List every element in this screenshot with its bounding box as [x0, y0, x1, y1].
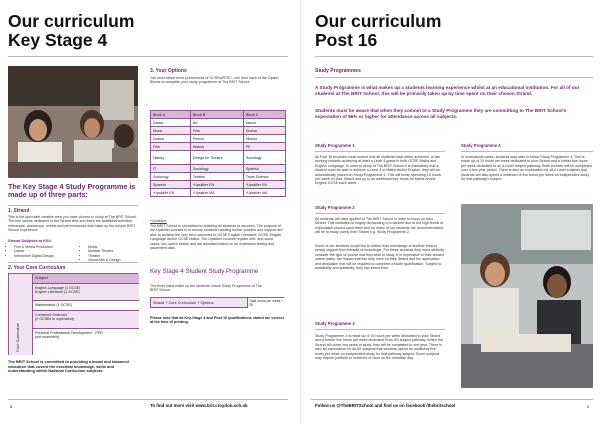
core-side — [9, 274, 33, 355]
table-cell: Art — [190, 119, 243, 127]
page-number: 8 — [10, 404, 13, 409]
title-line-1: Our curriculum — [8, 11, 135, 31]
table-cell: *Upskiller EN — [151, 189, 191, 197]
table-cell: Music — [151, 127, 191, 135]
strand-list-2 — [88, 245, 142, 263]
table-cell: French — [190, 135, 243, 143]
divider — [315, 77, 593, 78]
section-heading: Study Programmes — [315, 68, 361, 74]
table-cell: History — [190, 143, 243, 151]
list-item: • Visual Arts & Design — [88, 258, 142, 262]
divider — [461, 151, 593, 152]
divider — [8, 205, 138, 206]
list-item: • Interactive Digital Design — [14, 254, 76, 258]
divider — [8, 56, 288, 57]
strand-list-1 — [14, 245, 76, 258]
attendance-text: Students must be aware that when they commit to a Study Programme they are committing to The BRIT School's expectation of 96% or higher for attendance across all subjects. — [315, 108, 567, 119]
table-cell: *Upskiller EN — [190, 181, 243, 189]
strand-text: This is the specialist creative area you have chosen to study at The BRIT School. The four weeks dedicated to the Strand time and there are additional activities, rehearsals, workshops, events and performances that make up the unique BRIT School experience. — [8, 215, 137, 233]
options-table — [150, 110, 286, 197]
table-header-cell: Block A — [151, 111, 191, 119]
table-cell: Textiles — [190, 173, 243, 181]
classroom-photo — [461, 204, 593, 388]
table-cell: History — [151, 151, 191, 165]
table-cell: IT — [151, 165, 191, 173]
title-line-2: Post 16 — [315, 30, 378, 50]
table-row: Mathematics (1 GCSE) — [33, 300, 139, 310]
table-cell: Spanish — [243, 165, 285, 173]
divider — [315, 56, 593, 57]
right-page — [300, 0, 600, 424]
table-cell: *Upskiller EN — [243, 181, 285, 189]
table-cell: History — [243, 135, 285, 143]
title-line-2: Key Stage 4 — [8, 30, 108, 50]
core-heading: 2. Your Core Curriculum — [8, 265, 66, 271]
table-cell: Drama — [243, 127, 285, 135]
sp3-heading: Study Programme 3 — [315, 321, 355, 326]
options-heading: 3. Your Options — [150, 68, 187, 74]
table-row — [151, 181, 286, 189]
table-cell: PE — [243, 143, 285, 151]
title-line-1: Our curriculum — [315, 11, 442, 31]
page-title — [315, 12, 441, 50]
table-cell: *Upskiller MA — [190, 189, 243, 197]
sp3-text: Study Programme 3 is made up of 15 hours per week dedicated to your Strand and a further five hours per week dedicated to an AS subject pathway. Whilst the Strand will cover two years of study, they will be completed in one year. There is also an expectation for all AS subjects that students spend an additional five hours per week on independent study for that pathway subject. Some subjects may require portfolio or evidence of work on the induction day. — [315, 334, 443, 361]
table-cell: Sociology — [151, 173, 191, 181]
table-cell: *Upskiller MA — [243, 189, 285, 197]
table-cell: Spanish — [151, 181, 191, 189]
divider — [315, 329, 445, 330]
formula-box — [150, 297, 284, 308]
divider — [8, 262, 138, 263]
table-cell: Film — [190, 127, 243, 135]
page-number: 9 — [587, 404, 590, 409]
intro-text: A Study Programme is what makes up a students learning experience whilst at an educational institution. For all of our students at The BRIT School, this will be primarily taken up by time spent on their chosen Strand. — [315, 85, 580, 96]
table-cell: Triple Science — [243, 173, 285, 181]
list-item: • Theatre — [88, 254, 142, 258]
list-item: • Dance — [14, 249, 76, 253]
table-cell: Sociology — [190, 165, 243, 173]
sp2-heading: Study Programme 2 — [315, 205, 355, 210]
table-cell: Design for Theatre — [190, 151, 243, 165]
divider — [315, 151, 445, 152]
options-text: You must select three preferences of GCSEs/BTEC, one from each of the Option Blocks to complete your study programme at The BRIT School. — [150, 76, 279, 85]
divider — [311, 399, 593, 400]
upskiller-heading: *Upskiller — [150, 218, 167, 223]
table-row: English Language (1 GCSE) English Literature (1 GCSE) — [33, 283, 139, 300]
students-photo — [8, 66, 138, 178]
table-row — [151, 119, 286, 127]
social-footer[interactable]: Follow us @TheBRITSchool and find us on facebook /thebritschool — [315, 403, 456, 408]
formula-text: Strand + Core Curriculum + Options — [153, 301, 214, 305]
sp2-text-2: Some of our students would like to further their knowledge of another area or simply support their breadth of knowledge. For these students they must carefully consider the type of course that they wish to study. It is imperative to their chosen career paths, the impact that this may have on their Strand and the application and dedication that will be required to complete a fourth qualification. Subject to availability and suitability, they can select from: — [315, 244, 445, 271]
core-curriculum-table — [8, 273, 138, 355]
ks4-heading: Key Stage 4 Student Study Programme — [150, 268, 259, 275]
table-row — [151, 189, 286, 197]
core-side-label: Core Curriculum — [15, 322, 20, 352]
table-cell: Dance — [151, 119, 191, 127]
ks4-text: The three parts make up the students' whole Study Programme at The BRIT School. — [150, 284, 262, 293]
table-header-row — [151, 111, 286, 119]
table-header-cell: Block C — [243, 111, 285, 119]
list-item: • Music — [88, 245, 142, 249]
sp4-heading: Study Programme 4 — [461, 143, 501, 148]
upskiller-text: The BRIT School is committed to enabling all students to succeed. The purpose of the Upskiller courses is to ensure students needing further practice and support are able to achieve the very best outcomes in GCSE English Literature, GCSE English Language and/or GCSE Maths. The Upskiller courses replace one, and some cases, two option blocks and are allocated based on an evaluation testing and placement data. — [150, 224, 283, 251]
table-cell: Sociology — [243, 151, 285, 165]
table-row: Combined Sciences (2 GCSEs or equivalent) — [33, 310, 139, 328]
page-title — [8, 12, 134, 50]
divider — [8, 399, 288, 400]
table-header-cell: Block B — [190, 111, 243, 119]
strands-heading: Strand Subjects at KS4 — [8, 238, 51, 243]
table-row — [151, 135, 286, 143]
table-row — [151, 127, 286, 135]
table-cell: Dance — [243, 119, 285, 127]
intro-heading: The Key Stage 4 Study Programme is made up of three parts: — [8, 182, 136, 200]
sp2-text: All students will have applied to The BRIT School in order to focus on their Strand. This institution is hugely demanding of a student due to the high levels of expectation placed upon them and for many of our students the recommendation will be to study purely their Strand e.g. Study Programme 2. — [315, 217, 444, 235]
sp4-text: In exceptional cases, students may wish to follow Study Programme 4. This is made up of 15 hours per week dedicated to your Strand and a further five hours per week dedicated to an A Level subject pathway. Both courses will be completed over a two year period. There is also an expectation for all A Level subjects that students will also spend a minimum of five hours per week on independent study for that pathway's subject. — [461, 155, 592, 182]
hours-text: Total hours per week = 25 — [249, 299, 284, 307]
table-cell: Drama — [151, 135, 191, 143]
table-row: Personal Professional Development - PPD (not examined) — [33, 328, 139, 355]
sp1-heading: Study Programme 1 — [315, 143, 355, 148]
table-cell: Film — [151, 143, 191, 151]
sp1-text: All Post 16 provision must ensure that all students have either achieved, or are working towards achieving at least a Level 4 grade in both GCSE Maths and English Language. In order to study at The BRIT School it is mandatory that a student must be able to achieve a Level 4 in Maths and/or English, they will be automatically placed on Study Programme 1. This will mean spending 15 hours per week on their Strand and up to an additional four hours on Maths and/or English GCSE each week. — [315, 155, 441, 186]
footer-link[interactable]: To find out more visit www.brit.croydon.sch.uk — [150, 403, 248, 408]
table-row — [151, 173, 286, 181]
print-note: Please note that all Key Stage 4 and Post 16 qualifications stated are correct at the time of printing. — [150, 316, 284, 325]
table-row — [151, 151, 286, 165]
table-row — [151, 143, 286, 151]
commitment-text: The BRIT School is committed to providing a broad and balanced education that covers the essential knowledge, skills and understanding within National Curriculum subjects. — [8, 359, 129, 374]
list-item: • Musical Theatre — [88, 249, 142, 253]
strand-heading: 1. Strand — [8, 208, 30, 214]
table-row: Subject — [33, 274, 139, 283]
table-row — [151, 165, 286, 173]
divider — [315, 213, 445, 214]
list-item: • Film & Media Production — [14, 245, 76, 249]
